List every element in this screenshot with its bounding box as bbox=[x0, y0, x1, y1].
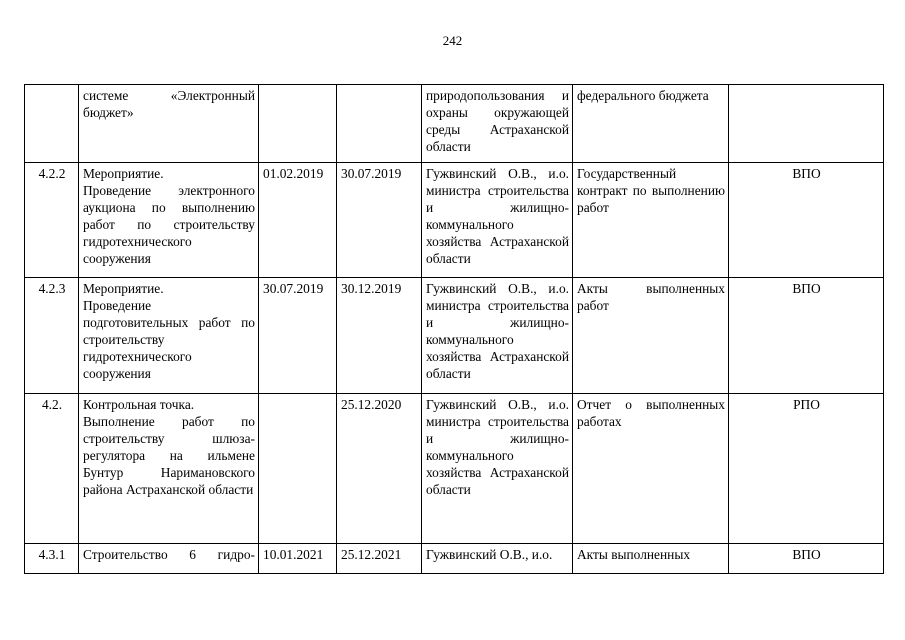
responsible-person: природопользования и охраны окружающей среды Астраханской области bbox=[422, 85, 573, 163]
end-date: 30.07.2019 bbox=[337, 163, 422, 278]
event-type bbox=[729, 85, 884, 163]
responsible-person: Гужвинский О.В., и.о. bbox=[422, 544, 573, 574]
expected-result: федерального бюджета bbox=[573, 85, 729, 163]
responsible-person: Гужвинский О.В., и.о. министра строительства и жилищно-коммунального хозяйства Астраханской области bbox=[422, 163, 573, 278]
table-row bbox=[25, 163, 884, 278]
start-date bbox=[259, 85, 337, 163]
start-date: 10.01.2021 bbox=[259, 544, 337, 574]
schedule-table bbox=[24, 84, 884, 574]
table-row bbox=[25, 544, 884, 574]
expected-result: Отчет о выполненных работах bbox=[573, 394, 729, 544]
start-date: 30.07.2019 bbox=[259, 278, 337, 394]
expected-result: Государственный контракт по выполнению работ bbox=[573, 163, 729, 278]
activity-name: Строительство 6 гидро- bbox=[79, 544, 259, 574]
start-date bbox=[259, 394, 337, 544]
row-number: 4.2.2 bbox=[25, 163, 79, 278]
row-number: 4.3.1 bbox=[25, 544, 79, 574]
expected-result: Акты выполненных работ bbox=[573, 278, 729, 394]
responsible-person: Гужвинский О.В., и.о. министра строительства и жилищно-коммунального хозяйства Астраханской области bbox=[422, 394, 573, 544]
responsible-person: Гужвинский О.В., и.о. министра строительства и жилищно-коммунального хозяйства Астраханской области bbox=[422, 278, 573, 394]
event-type: РПО bbox=[729, 394, 884, 544]
end-date: 25.12.2020 bbox=[337, 394, 422, 544]
table-row bbox=[25, 85, 884, 163]
event-type: ВПО bbox=[729, 278, 884, 394]
activity-name: системе «Электронный бюджет» bbox=[79, 85, 259, 163]
start-date: 01.02.2019 bbox=[259, 163, 337, 278]
row-number: 4.2.3 bbox=[25, 278, 79, 394]
event-type: ВПО bbox=[729, 163, 884, 278]
page-number: 242 bbox=[442, 33, 463, 48]
activity-name: Мероприятие. Проведение электронного аукциона по выполнению работ по строительству гидротехнического сооружения bbox=[79, 163, 259, 278]
row-number: 4.2. bbox=[25, 394, 79, 544]
table-row bbox=[25, 278, 884, 394]
end-date: 30.12.2019 bbox=[337, 278, 422, 394]
table-row bbox=[25, 394, 884, 544]
end-date bbox=[337, 85, 422, 163]
activity-name: Мероприятие. Проведение подготовительных работ по строительству гидротехнического сооружения bbox=[79, 278, 259, 394]
end-date: 25.12.2021 bbox=[337, 544, 422, 574]
row-number bbox=[25, 85, 79, 163]
event-type: ВПО bbox=[729, 544, 884, 574]
activity-name: Контрольная точка. Выполнение работ по строительству шлюза-регулятора на ильмене Бунтур Наримановского района Астраханской области bbox=[79, 394, 259, 544]
expected-result: Акты выполненных bbox=[573, 544, 729, 574]
